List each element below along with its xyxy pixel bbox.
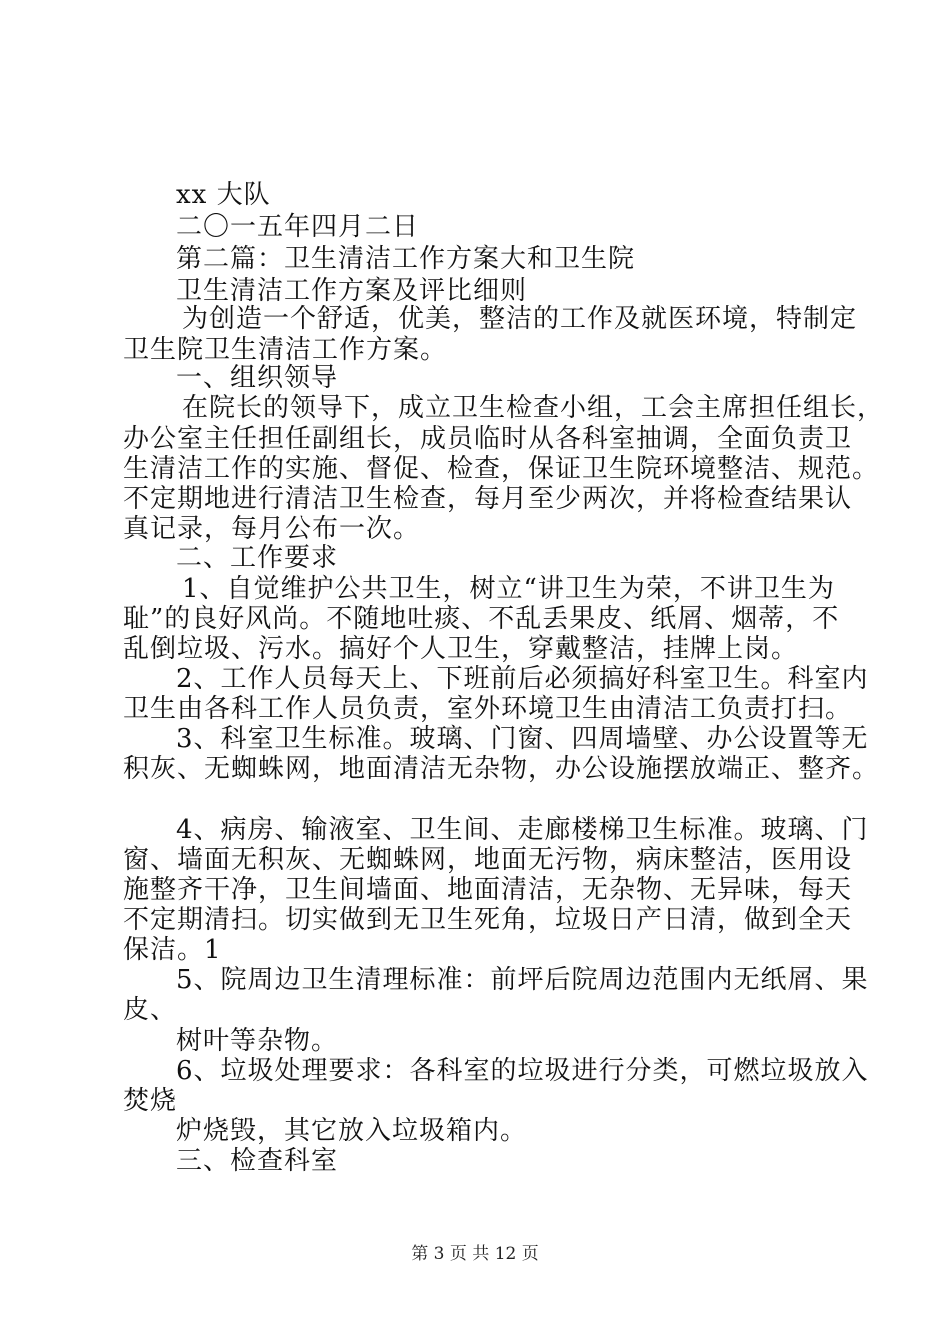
text-line: 炉烧毁，其它放入垃圾箱内。 bbox=[176, 1116, 528, 1146]
text-line: 2、工作人员每天上、下班前后必须搞好科室卫生。科室内 bbox=[176, 664, 869, 694]
text-line: 窗、墙面无积灰、无蜘蛛网，地面无污物，病床整洁，医用设 bbox=[123, 845, 853, 875]
document-title: 卫生清洁工作方案及评比细则 bbox=[176, 276, 528, 306]
text-line: 在院长的领导下，成立卫生检查小组，工会主席担任组长， bbox=[182, 393, 885, 423]
text-line: 生清洁工作的实施、督促、检查，保证卫生院环境整洁、规范。 bbox=[123, 454, 880, 484]
section-heading: 三、检查科室 bbox=[176, 1146, 339, 1176]
text-line: 卫生由各科工作人员负责，室外环境卫生由清洁工负责打扫。 bbox=[123, 694, 853, 724]
text-line: 3、科室卫生标准。玻璃、门窗、四周墙壁、办公设置等无 bbox=[176, 724, 869, 754]
text-line: 不定期清扫。切实做到无卫生死角，垃圾日产日清，做到全天 bbox=[123, 905, 853, 935]
text-line: 为创造一个舒适，优美，整洁的工作及就医环境，特制定 bbox=[182, 304, 858, 334]
text-line: 5、院周边卫生清理标准：前坪后院周边范围内无纸屑、果 bbox=[176, 965, 869, 995]
text-line: 耻”的良好风尚。不随地吐痰、不乱丢果皮、纸屑、烟蒂，不 bbox=[123, 604, 840, 634]
text-line: 焚烧 bbox=[123, 1086, 178, 1116]
section-heading: 一、组织领导 bbox=[176, 363, 339, 393]
text-line: 卫生院卫生清洁工作方案。 bbox=[123, 335, 448, 365]
text-line: 乱倒垃圾、污水。搞好个人卫生，穿戴整洁，挂牌上岗。 bbox=[123, 634, 799, 664]
text-line: 办公室主任担任副组长，成员临时从各科室抽调，全面负责卫 bbox=[123, 424, 853, 454]
text-line: 真记录，每月公布一次。 bbox=[123, 514, 421, 544]
text-line: 4、病房、输液室、卫生间、走廊楼梯卫生标准。玻璃、门 bbox=[176, 815, 869, 845]
text-line: 树叶等杂物。 bbox=[176, 1026, 339, 1056]
text-line: 1、自觉维护公共卫生，树立“讲卫生为荣，不讲卫生为 bbox=[182, 574, 835, 604]
text-line: 二〇一五年四月二日 bbox=[176, 212, 420, 242]
text-line: 施整齐干净，卫生间墙面、地面清洁，无杂物、无异味，每天 bbox=[123, 875, 853, 905]
section-heading: 二、工作要求 bbox=[176, 543, 339, 573]
text-line: 皮、 bbox=[123, 995, 178, 1025]
text-line: xx 大队 bbox=[176, 180, 271, 210]
text-line: 6、垃圾处理要求：各科室的垃圾进行分类，可燃垃圾放入 bbox=[176, 1056, 869, 1086]
text-line: 不定期地进行清洁卫生检查，每月至少两次，并将检查结果认 bbox=[123, 484, 853, 514]
page-footer: 第 3 页 共 12 页 bbox=[411, 1244, 539, 1264]
text-line: 积灰、无蜘蛛网，地面清洁无杂物，办公设施摆放端正、整齐。 bbox=[123, 754, 880, 784]
text-line: 保洁。1 bbox=[123, 935, 222, 965]
section-heading: 第二篇：卫生清洁工作方案大和卫生院 bbox=[176, 244, 636, 274]
